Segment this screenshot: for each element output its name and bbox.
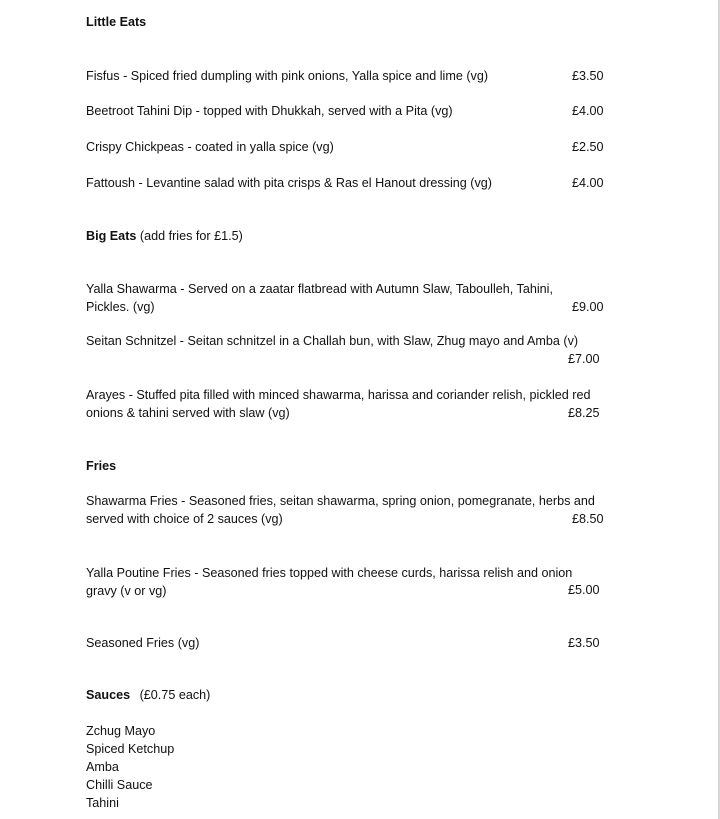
- menu-item-arayes: [86, 386, 626, 422]
- menu-item-description-line: Seitan Schnitzel - Seitan schnitzel in a Challah bun, with Slaw, Zhug mayo and Amba (v): [86, 334, 579, 348]
- menu-item-shawarma-fries: [86, 492, 626, 528]
- menu-item-price: £3.50: [572, 69, 604, 83]
- menu-item-crispy-chickpeas: [86, 138, 626, 156]
- menu-item-price: £8.50: [572, 512, 604, 526]
- fries-heading: Fries: [86, 459, 117, 473]
- menu-item-description-line: Pickles. (vg): [86, 300, 155, 314]
- little-eats-heading: Little Eats: [86, 15, 147, 29]
- sauces-list: [86, 722, 626, 812]
- big-eats-note: (add fries for £1.5): [139, 229, 243, 243]
- menu-item-price: £8.25: [568, 406, 600, 420]
- sauce-item: Amba: [86, 760, 119, 774]
- menu-item-description: Fattoush - Levantine salad with pita crisps & Ras el Hanout dressing (vg): [86, 176, 492, 190]
- menu-item-description-line: served with choice of 2 sauces (vg): [86, 512, 283, 526]
- menu-item-beetroot-tahini-dip: [86, 102, 626, 120]
- menu-item-price: £2.50: [572, 140, 604, 154]
- menu-item-description-line: Yalla Poutine Fries - Seasoned fries topped with cheese curds, harissa relish and onion: [86, 566, 573, 580]
- sauce-item: Zchug Mayo: [86, 724, 156, 738]
- menu-item-fattoush: [86, 174, 626, 192]
- menu-item-description-line: Arayes - Stuffed pita filled with minced shawarma, harissa and coriander relish, pickled red: [86, 388, 591, 402]
- sauce-item: Tahini: [86, 796, 119, 810]
- sauces-heading-row: [86, 686, 626, 704]
- menu-item-price: £4.00: [572, 176, 604, 190]
- menu-item-price: £5.00: [568, 583, 600, 597]
- menu-item-fisfus: [86, 67, 626, 85]
- menu-item-seasoned-fries: [86, 634, 626, 652]
- menu-item-price: £4.00: [572, 104, 604, 118]
- menu-item-description: Fisfus - Spiced fried dumpling with pink onions, Yalla spice and lime (vg): [86, 69, 489, 83]
- sauce-item: Chilli Sauce: [86, 778, 153, 792]
- big-eats-heading-row: [86, 227, 626, 245]
- sauces-note: (£0.75 each): [139, 688, 211, 702]
- menu-item-description-line: onions & tahini served with slaw (vg): [86, 406, 290, 420]
- menu-item-price: £7.00: [568, 352, 600, 366]
- menu-item-description-line: Shawarma Fries - Seasoned fries, seitan shawarma, spring onion, pomegranate, herbs and: [86, 494, 595, 508]
- menu-item-price: £3.50: [568, 636, 600, 650]
- big-eats-heading: Big Eats: [86, 229, 137, 243]
- menu-item-seitan-schnitzel: [86, 332, 626, 350]
- menu-item-description: Crispy Chickpeas - coated in yalla spice (vg): [86, 140, 334, 154]
- menu-item-description: Beetroot Tahini Dip - topped with Dhukkah, served with a Pita (vg): [86, 104, 453, 118]
- menu-item-description-line: Yalla Shawarma - Served on a zaatar flatbread with Autumn Slaw, Taboulleh, Tahini,: [86, 282, 553, 296]
- menu-item-description-line: Seasoned Fries (vg): [86, 636, 200, 650]
- menu-item-price: £9.00: [572, 300, 604, 314]
- menu-item-yalla-shawarma: [86, 280, 626, 316]
- sauce-item: Spiced Ketchup: [86, 742, 175, 756]
- menu-item-description-line: gravy (v or vg): [86, 584, 167, 598]
- menu-item-yalla-poutine-fries: [86, 564, 626, 600]
- sauces-heading: Sauces: [86, 688, 131, 702]
